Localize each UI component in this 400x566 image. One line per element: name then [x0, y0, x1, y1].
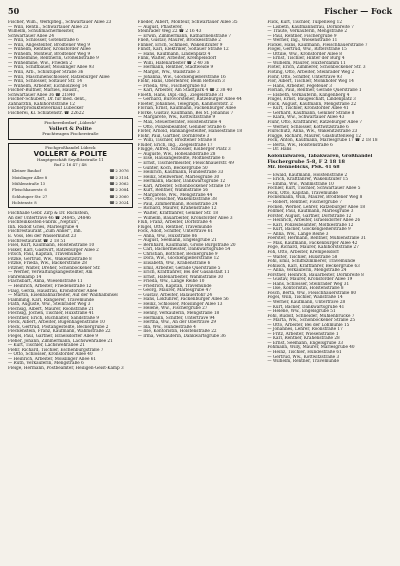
- directory-entry: Fischfeinkosten-Fabrik „Neptun",: [8, 220, 80, 225]
- advert-branch-address: Moislinger Allee 8: [12, 174, 48, 180]
- directory-entry: — Willi, Angestellter, Brodtener Weg 9: [8, 42, 91, 47]
- directory-entry: Fohmann, Willy, Maurer, Marlesgrube 40: [267, 345, 355, 350]
- directory-entry: — Johannes, Lehrer, Roonstraße 17: [267, 327, 343, 332]
- directory-entry: — Kurt, Bäcker, Glockengießerstraße 9: [267, 227, 351, 232]
- directory-entry: Inh. Rudolf Gries, Marlesgrube 4: [8, 224, 79, 229]
- directory-entry: — Frieda, Ww., Fischergrube 83: [137, 83, 207, 88]
- directory-entry: — Heinrich, Kaufmann, Hundestraße 33: [137, 170, 224, 175]
- directory-entry: — Wilhelm, Monteur, Brodtener Weg 9: [8, 51, 91, 56]
- directory-entry: — Dora, Ww., Glockengießerstraße 12: [137, 256, 219, 261]
- directory-entry: — Hans, Schlosser, Steinrader Weg 31: [267, 281, 350, 286]
- directory-entry: — Willi, Schlosser, Soltauer Str. 14: [8, 79, 83, 84]
- directory-entry: Flohr, Otto, Schiffer, Untertrave 93: [267, 74, 342, 79]
- advert-branch-phone: ☎ 2 3084: [109, 187, 129, 193]
- directory-entry: Flegel, Paul, Gärtner, Israelsdorfer Allee 9: [8, 334, 99, 338]
- directory-entry: Flügel, Ernst, Baugeschäft, Lindenplatz 3: [267, 97, 356, 102]
- entries-1a: [8, 20, 133, 115]
- directory-entry: — Friedrich, Kapitän, Travemünde: [137, 283, 212, 288]
- directory-entry: — Dr. Hans: [267, 147, 292, 152]
- directory-entry: — Walter, Kraftfahrer, Geniner Str. 18: [137, 210, 219, 215]
- directory-entry: — Emma, Ww., Wahmstraße 10: [267, 181, 334, 186]
- entries-1b: [8, 211, 133, 370]
- directory-entry: — Ernst, Tischler, Hinter der Burg 4: [267, 56, 345, 61]
- directory-entry: — Carl, Bäckermeister, Dankwartsgrube 54: [137, 247, 231, 252]
- directory-entry: — Hans, Arbeiter, Fegefeuer 3: [267, 83, 332, 88]
- directory-entry: Flechsig, Jochen, Tischler, Hüxstraße 41: [8, 311, 94, 316]
- directory-entry: Schwartauer Allee 36 ☎ 21840: [8, 92, 76, 97]
- entries-3a: [267, 20, 392, 152]
- advert-branch-address: Kleiner Bauhof: [12, 168, 41, 174]
- directory-entry: — Otto, Fleischer, Wakenitzstraße 38: [137, 197, 217, 202]
- directory-entry: — Otto, Polizeibeamter, Geniner Straße 6: [137, 124, 226, 129]
- directory-entry: Schwartauer Allee 24: [8, 33, 54, 38]
- directory-entry: — August, Seemann, Engelsgrube 21: [137, 238, 217, 243]
- advert-name: VOLLERT & POLITE: [33, 150, 108, 159]
- directory-entry: Fock, Anton, Kaufmann, Marlesgrube 17 ☎ 2 18 18: [267, 138, 378, 143]
- advert-branches: [12, 169, 129, 205]
- directory-entry: — Paul, Zimmermann, Roonstraße 24: [137, 201, 218, 206]
- advert-fock-line2: Fischergrube 5-8, F 2 18 18: [267, 159, 345, 166]
- directory-entry: Flögel, Gertrud, Ww., Ritterstraße 15: [267, 47, 347, 52]
- directory-entry: — Walter, Tischler, Hüxstraße 58: [267, 254, 338, 259]
- directory-entry: — Günter, Koch, Beckergrube 50: [137, 165, 208, 170]
- directory-entry: — Martin, Eisenbahnarbeiter, Auf der Wallhalbinsel: [8, 293, 118, 298]
- directory-entry: — Karl, Arbeiter, Schönböckener Straße 19: [137, 183, 230, 188]
- directory-entry: Fisker, Karl, Gastwirt, Ratzeburger Allee 2: [8, 247, 99, 252]
- directory-entry: Fleck, Gertrud, Postangestellte, Beckergrube 2: [8, 324, 109, 329]
- advert-address: Hauptgeschäft Seydlitzstraße 11: [36, 157, 104, 163]
- directory-entry: Fösch, Berta, Ww., Fleischhauerstraße 80: [267, 290, 357, 295]
- directory-entry: — Werner, Schlosser, Kottwitzstraße 6: [267, 124, 349, 129]
- directory-entry: Föhl, Emil, Schiffszimmerer, Travemünde: [267, 259, 356, 264]
- directory-entry: — Willi, Maschinenschlosser, Ratzeburger Allee: [8, 74, 110, 79]
- entries-3b: [267, 173, 392, 364]
- directory-entry: — Frieda, Ww., Lange Reihe 10: [137, 279, 205, 284]
- directory-entry: Fitzke, Gertrud, Ww., Wakenitzstraße 8: [8, 256, 92, 261]
- directory-entry: Flinker, Erich, Schmied, Wakenitzufer 9: [137, 42, 223, 47]
- directory-entry: — Wilhelmine, Ww., Frieden 2: [8, 60, 73, 65]
- directory-entry: — Erich, Kraftfahrer, Bei der Gasanstalt 11: [137, 270, 230, 275]
- directory-entry: — Robert, Rentner, Fischergrube 7: [267, 199, 342, 204]
- advert-label: Fischgroßhandel Lübeck: [45, 144, 96, 150]
- directory-entry: — Georg, Maurer, Marlesgrube 47: [137, 288, 211, 293]
- directory-entry: Florian, Paul, Rentner, Gerade Querstraße 1: [267, 88, 362, 93]
- directory-entry: Steinrader Weg 22 ☎ 2 16 43: [137, 29, 202, 34]
- directory-entry: — Wilhelm, Arbeiter, Eichholzweg 14: [8, 83, 88, 88]
- directory-entry: — Kurt, Tischler, Kronsforder Allee 41: [267, 106, 349, 111]
- directory-entry: — Kurt, Bäcker, Dankwartsgrube 41: [267, 304, 345, 309]
- advert-branch-row: [12, 201, 129, 205]
- advert-branch-row: [12, 188, 129, 192]
- directory-entry: — Otto, Arbeiter, Bei der Lohmühle 15: [267, 322, 350, 327]
- directory-entry: Fischer, Wilh., Werkpfleg., Schwartauer Allee 23: [8, 20, 112, 24]
- directory-entry: — Richard, Maurer, Krähenstraße 12: [137, 206, 217, 211]
- advert-phone: Ruf 2 16 47 / 48: [54, 161, 87, 167]
- advert-branch-row: [12, 195, 129, 199]
- directory-entry: Flaig, Gerda, Hausfrau, Kronsforder Allee: [8, 288, 98, 293]
- directory-entry: — Heinz, Stellwerker, Marlesgrube 30: [137, 174, 220, 179]
- directory-entry: — Auguste, Ww., Hohelandstraße 28: [137, 151, 216, 156]
- directory-entry: — Gerhard, Kaufmann, Geniner Straße 8: [267, 110, 355, 115]
- directory-entry: — Otto, Schlosser, Kronsforder Allee 40: [8, 352, 93, 357]
- advert-branch-address: Schlutuper Str. 27: [12, 193, 48, 199]
- directory-entry: Florian, Ernst, Kaufmann, Fackenburger Allee: [137, 106, 236, 111]
- directory-entry: Fisel, Kurt, Kaufmann, Holstenstraße 10: [8, 243, 95, 248]
- page-header: [8, 6, 392, 18]
- directory-entry: — Kurt, Rentner, Wahmstraße 56: [137, 188, 209, 193]
- advert-small-name: Vollert & Polite: [48, 126, 92, 133]
- directory-entry: — Ruth, Verkäuferin, Mengstraße 6: [8, 361, 84, 366]
- directory-entry: Flohr, Paul, Gärtner, Dornbreite 3: [137, 133, 210, 138]
- advert-fock: [267, 154, 392, 171]
- directory-entry: Flick, Kurt, Tischler, Tulpenweg 12: [267, 20, 342, 24]
- directory-entry: Zahnärztin, Kahlhorststraße 12: [8, 101, 75, 106]
- directory-entry: E. Voss, Bei der Wasserkunst 23: [8, 233, 77, 238]
- directory-entry: — Lisbeth, Kaufmannsfrau, Dornbreite 7: [267, 24, 354, 29]
- directory-entry: Flügge, Richard, Maurer, Glashüttenweg 12: [267, 133, 361, 138]
- directory-entry: — Wilhelm, Bauarbeiter, Kronsforder Allee 3: [137, 215, 233, 220]
- directory-entry: Fitzke, Frieda, Ww., Bäckerstraße 28: [8, 261, 87, 266]
- directory-entry: Flöter, Erich, Zimmerer, Schönböckener Str. 3: [267, 65, 366, 70]
- directory-entry: Fitsch, Paul, Kapitän, Travemünde: [8, 252, 82, 257]
- directory-entry: — Marta, Ww., Schönböckener Straße 25: [267, 318, 356, 323]
- directory-entry: — Werner, Kaufmann, Untertrave 28: [267, 299, 346, 304]
- directory-entry: Flechsig, Albert, Maurer, Roonstraße 21: [8, 306, 94, 311]
- directory-entry: — Christian, Böttcher, Beckergrube 9: [137, 251, 218, 256]
- directory-entry: — Gerhard, Bürovorsteher, Ratzeburger Allee 44: [137, 97, 242, 102]
- directory-entry: — Heinrich, Arbeiter, Israelsdorfer Allee 26: [267, 218, 361, 223]
- directory-entry: — Elisabeth, Ww., Krähenstraße 6: [137, 260, 211, 265]
- advert-branch-row: [12, 176, 129, 180]
- directory-entry: — Irma, Verkäuferin, Dankwartsgrube 36: [137, 333, 226, 338]
- directory-entry: Fohl, Rudolf, Schneider, Mühlenbrücke 7: [267, 313, 355, 318]
- directory-entry: — Ernst, Hafenarbeiter, Wahmstraße 30: [137, 274, 224, 279]
- directory-entry: — Wilhelm, Rentner, Travemünde: [267, 359, 339, 364]
- directory-entry: Fleige, Hermann, Postbeamter, Heiligen-Geist-Kamp 3: [8, 365, 124, 370]
- directory-entry: Flöhr, Hans, Oberlehrer, Beim Retteich 3: [137, 79, 225, 84]
- directory-entry: — Willi, Arb., Schlutuper Straße 36: [8, 70, 84, 75]
- directory-entry: — Helene, Ww., Engelsgrube 51: [267, 309, 336, 314]
- directory-entry: — Anna, Ww., Lange Reihe 3: [267, 231, 329, 236]
- directory-entry: Wilhelm, Schuhmachermeister,: [8, 29, 75, 34]
- directory-entry: Fluder, Erich, Ing., Ziegelstraße 17: [137, 142, 213, 147]
- directory-entry: — Ewald, Kaufmann, Holstenstraße 2: [267, 172, 348, 177]
- directory-entry: — Emil, Arbeiter, Gerade Querstraße 5: [137, 265, 221, 270]
- advert-branch-phone: ☎ 2 3154: [109, 174, 129, 180]
- directory-entry: Flieder, Albert, Monteur, Schwartauer Allee 35: [137, 20, 238, 24]
- directory-entry: Föhlisch, Karl, Kraftfahrer, Beckergrube 63: [267, 263, 360, 268]
- columns: [8, 20, 392, 560]
- directory-entry: Fitzner, Walter, Dreher, Schönböckener Str.: [8, 265, 101, 270]
- directory-entry: — Ernst, Seemann, Engelsgrube 33: [267, 340, 344, 345]
- directory-entry: Flindt, Karl, Elektriker, Soltauer Straße 12: [137, 47, 229, 52]
- directory-entry: Fleck, Albert, Arbeiter, Bugenhagenstraße 10: [8, 320, 105, 325]
- directory-entry: Föllmer, Paul, Kaufmann, Marlesgrube 3: [267, 209, 354, 214]
- directory-entry: — August, Pflasterer,: [137, 24, 183, 29]
- directory-entry: — Margarete, Ww., Mengstraße 44: [137, 192, 213, 197]
- directory-entry: Förster, August, Gärtner, Dorfstraße 12: [267, 213, 352, 218]
- directory-entry: — Anna, Ww., Hüxstraße 86: [137, 233, 198, 238]
- directory-entry: Flügge, Alfred, Schlosser, Kolberger Platz 3: [137, 147, 231, 152]
- advert-fock-line1: Kolonialwaren, Tabakwaren, Großhandel: [267, 153, 373, 159]
- directory-entry: Flurschütz, Anna, Ww., Wakenitzstraße 23: [267, 129, 358, 134]
- advert-branch-phone: ☎ 2 3060: [109, 193, 129, 199]
- directory-entry: — Heinrich, Arbeiter, Moislinger Allee 61: [8, 356, 97, 361]
- directory-entry: — Willi, Tischler, Brodtener Straße 8: [137, 138, 217, 143]
- directory-entry: Flamming, Karl, Rangierer, Travemünde: [8, 297, 94, 302]
- directory-entry: Fochler, Kurt, Tischler, Schwartauer Allee 5: [267, 186, 361, 191]
- directory-entry: — Paul, Rentner, Fischergrube 9: [267, 33, 337, 38]
- column-1: [8, 20, 133, 560]
- directory-entry: — Hermann, Schiffer, Untertrave 94: [137, 315, 215, 320]
- entries-2: [138, 20, 263, 338]
- directory-entry: Fischrestaurant „Zum Anker", Inh.: [8, 229, 82, 234]
- advert-branch-phone: ☎ 2 3062: [109, 181, 129, 187]
- advert-branch-phone: ☎ 2 3076: [109, 168, 129, 174]
- advert-branch-phone: ☎ 2 3024: [109, 199, 129, 205]
- directory-entry: — Max, Kaufmann, Fackenburger Allee 42: [267, 240, 358, 245]
- directory-entry: — Heinz, Schlosser, Moislinger Allee 13: [137, 301, 223, 306]
- directory-entry: Fischrestaurant ☎ 2 18 51: [8, 238, 66, 243]
- directory-entry: — Max, Steuerberater, Holstenstraße 4: [137, 120, 222, 125]
- directory-entry: Focken, Werner, Lehrer, Ratzeburger Allee 18: [267, 204, 366, 209]
- directory-entry: — Bernhard, Kaufmann, Große Burgstraße 20: [137, 242, 236, 247]
- directory-entry: Fock, Otto, Kapitän, Travemünde: [267, 190, 338, 195]
- directory-entry: — Wilhelmine, Rentnerin, Großelbstraße 9: [8, 56, 99, 61]
- directory-entry: — Hermann, Bäcker, Dankwartsgrube 12: [137, 179, 226, 184]
- directory-entry: — Ida, Ww., Hundestraße 4: [137, 324, 196, 329]
- directory-entry: Fischhalle Gebr. Zirp & Dr. Rückstein,: [8, 211, 90, 216]
- advert-fock-line3: Mr. Hennebicks, PSK. 41 68: [267, 165, 340, 171]
- directory-entry: — Fritz, Arbeiter, Wiesenstraße 1: [267, 331, 339, 336]
- directory-entry: Foerster, Hermann, Rentner, Mühlenstraße 31: [267, 236, 367, 241]
- directory-entry: Fischer-Schubert, Dr. für med. dent.,: [8, 97, 87, 102]
- directory-entry: Flöting, Otto, Arbeiter, Steinrader Weg 2: [267, 70, 355, 75]
- directory-entry: Flickel, Hans, Kaufmann, Fleischhauerstraße 7: [267, 42, 368, 47]
- advert-branch-row: [12, 169, 129, 173]
- directory-entry: — Karl, Polizeibeamter, Moltkestraße 12: [267, 222, 354, 227]
- advert-branch-address: Fleischhauerstr. 6: [12, 187, 47, 193]
- directory-entry: — Gustav, Maurer, Kronsforder Allee 19: [267, 277, 353, 282]
- directory-entry: Fließ, Gustav, Maurer, Brockesstraße 2: [137, 38, 221, 43]
- directory-entry: Flehr, Richard, Tischler, Eschenburgstraße 7: [8, 347, 104, 352]
- directory-entry: Floeth, Hans, Dipl.-Ing., Ziegelstraße 31: [137, 92, 224, 97]
- directory-entry: — Berta, Ww., Holstenstraße 6: [267, 142, 333, 147]
- advert-branch-row: [12, 182, 129, 186]
- directory-entry: — Klara, Ww., Schwartauer Allee 43: [267, 115, 345, 120]
- directory-entry: — Willi, Schiffbauer, Moislinger Allee 93: [8, 65, 95, 70]
- directory-entry: — Erich, Kraftfahrer, Wakenitzufer 15: [267, 177, 349, 182]
- directory-entry: Fogel, Willi, Tischler, Wallstraße 14: [267, 295, 343, 300]
- directory-entry: — Hermann, Rentner, Stadtweide 9: [137, 65, 214, 70]
- directory-entry: — Johanna, Ww., Glockengießerstraße 16: [137, 74, 226, 79]
- directory-entry: Flöter, Arnold, Bankangestellter, Hansestraße 18: [137, 129, 242, 134]
- directory-entry: — Elsbeth, Verkäuferin, Klingenberg 4: [267, 92, 350, 97]
- directory-entry: Föge, Richard, Maurer, Kahlhorststraße 27: [267, 245, 359, 250]
- directory-entry: Flügel, Otto, Rentner, Travemünde: [137, 224, 212, 229]
- column-3: [267, 20, 392, 560]
- page-number: 50: [8, 6, 20, 16]
- directory-entry: Fahrenkamp 14: [8, 274, 42, 279]
- advert-vollert: [8, 143, 133, 209]
- directory-entry: — Willi, Hafenarbeiter ☎ 2 40 36: [137, 60, 210, 65]
- directory-entry: — Hans, Lokführer, Fackenburger Allee 56: [137, 297, 229, 302]
- directory-entry: — Margot, Ww., Wallstraße 3: [137, 70, 200, 75]
- directory-entry: — Ilse, Kontoristin, Holstenstraße 8: [267, 286, 344, 291]
- directory-entry: An der Untertrave 46 ☎ 24845, 24846: [8, 215, 91, 220]
- directory-entry: — Henny, Verkäuferin, Mengstraße 18: [137, 311, 220, 315]
- advert-branch-address: Holstenstr. 8: [12, 199, 37, 205]
- directory-entry: Flüh, Franz, Arbeiter, Dorfstraße 4: [137, 220, 212, 225]
- directory-entry: — Kurt, Tischler, Lachswehrallee 21: [8, 343, 85, 348]
- advert-small-sub: Frachtwagen Fischerstraße: [42, 131, 99, 137]
- directory-entry: Fluck, August, Kaufmann, Mengstraße 22: [267, 101, 357, 106]
- directory-entry: Flörke, Gustav, Kaufmann, Bei St. Johannis 7: [137, 110, 234, 115]
- directory-entry: — Werner, Verwaltungsangestellter, Am: [8, 270, 93, 275]
- directory-entry: — Gustav, Arbeiter, Balauerfohr 24: [137, 292, 212, 297]
- directory-entry: — Heinz, Tischler, Hundestraße 61: [267, 350, 342, 354]
- directory-entry: — Hertha, Ww., An der Obertrave 29: [137, 320, 217, 325]
- directory-entry: — Wilhelm, Rentner, Kronsforder Allee: [8, 47, 91, 52]
- directory-entry: — Werner, Ing., Wiesenstraße 11: [267, 38, 338, 43]
- column-2: [138, 20, 263, 560]
- directory-entry: Fockelmann, Willi, Maurer, Brodtener Weg 8: [267, 195, 363, 200]
- directory-entry: — Erwin, Zimmermann, Katharinenstraße 7: [137, 33, 232, 38]
- directory-entry: Förstner, Heinrich, Bauarbeiter, Dornbreite 8: [267, 272, 364, 277]
- directory-entry: Flachsbart, Anna, Wiesenstraße 11: [8, 279, 83, 284]
- directory-entry: Fock, Adolf, Schiffer, Untertrave 61: [137, 229, 214, 234]
- directory-entry: — Ernst, Tischlermeister, Fleischhauerstr. 49: [137, 160, 234, 165]
- directory-entry: Föh, Otto, Arbeiter, Krempelsdorf: [267, 249, 339, 254]
- directory-entry: Fluhr, Otto, Kraftfahrer, Ratzeburger Allee 7: [267, 120, 363, 125]
- directory-entry: — Ottilie, Ww., Kronsforder Allee 8: [267, 51, 342, 56]
- directory-entry: Flor, Albert, Tischler, Mönkhofer Weg 14: [267, 79, 354, 84]
- advert-branch-address: Mühlenstraße 13: [12, 181, 46, 187]
- directory-entry: Flath, Auguste, Ww., Steinrader Weg 3: [8, 302, 91, 307]
- directory-entry: — Karl, Rentner, Krähenstraße 28: [267, 336, 340, 341]
- directory-entry: Fischer-Bültner, Marlies, Hausfr.,: [8, 88, 80, 93]
- directory-entry: Fischerproduktenverkauf Lübecker: [8, 106, 84, 111]
- directory-entry: — Karl, Arbeiter, Am Stadtpark 4 ☎ 2 38 40: [137, 88, 233, 93]
- directory-entry: Fischerei, Kl. Schlatenstr. ☎ 22622: [8, 110, 85, 115]
- directory-entry: — Heinrich, Arbeiter, Friedenstraße 12: [8, 283, 92, 288]
- directory-entry: — Willi, Rentn., Schwartauer Allee 23: [8, 24, 89, 29]
- page-range: Fischer — Fock: [324, 6, 392, 16]
- directory-entry: — Margarete, Ww., Kottwitzstraße 9: [137, 115, 216, 120]
- directory-entry: — Helene, Ww., Fischergrube 27: [137, 306, 208, 311]
- directory-entry: Fleher, Johann, Zimmermann, Lachswehrallee 21: [8, 338, 113, 343]
- directory-entry: — Willi, Schlosser, Gotenstraße 6: [8, 38, 79, 43]
- directory-entry: — Hans, Kaufmann, Lindenplatz 4: [137, 51, 211, 56]
- directory-entry: — Anna, Verkäuferin, Mengstraße 24: [267, 268, 347, 273]
- advert-small-label: Fischereibedarf „Lübeck": [44, 120, 97, 126]
- directory-entry: Floeter, Johannes, Telegraph, Kahlhorststr. 2: [137, 101, 233, 106]
- directory-entry: Flechtner, Erich, Buchhalter, Sandstraße 9: [8, 315, 99, 320]
- directory-entry: — Else, Hausangestellte, Moltkestraße 6: [137, 156, 225, 161]
- directory-entry: — Ilse, Kontoristin, Holstenstraße 22: [137, 329, 217, 334]
- directory-entry: — Wilhelm, Maurer, Hüxterdamm 11: [267, 60, 346, 65]
- advert-small: [8, 118, 133, 139]
- directory-entry: Flink, Walter, Arbeiter, Krempelsdorf: [137, 56, 217, 61]
- directory-entry: Fleckenstein, Franz, Kaufmann, Wahmstraße 22: [8, 329, 111, 334]
- directory-entry: — Traute, Verkäuferin, Mengstraße 2: [267, 29, 347, 34]
- directory-entry: — Gertrud, Ww., Kottwitzstraße 3: [267, 354, 340, 359]
